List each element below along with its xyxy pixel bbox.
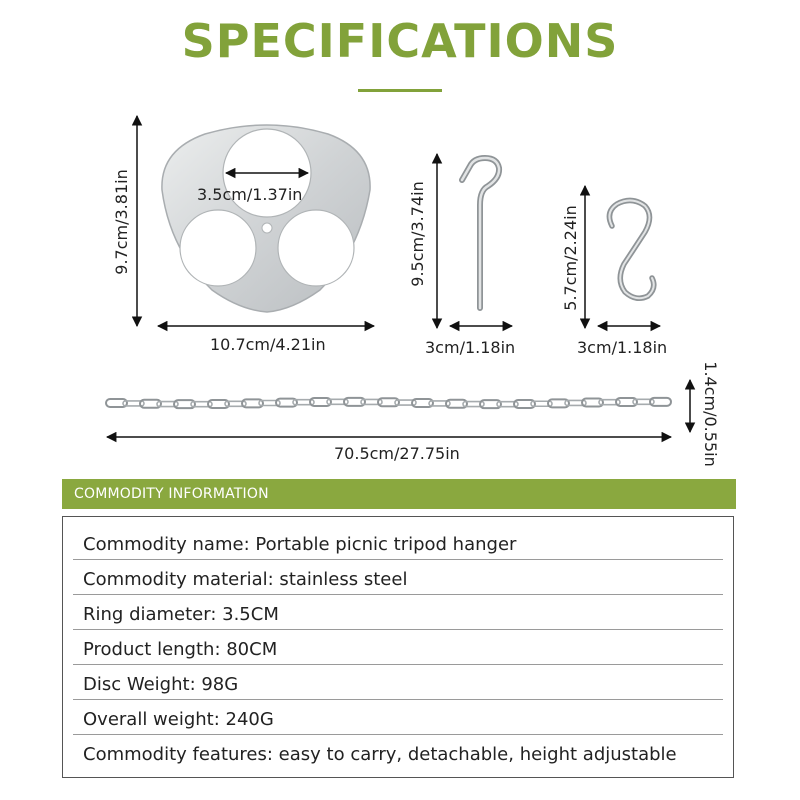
s-hook-width-label: 3cm/1.18in [577,338,668,357]
info-row [73,525,723,560]
info-row-text: Commodity name: Portable picnic tripod hanger [83,534,517,555]
page-title: SPECIFICATIONS [181,14,619,68]
chain-length-label: 70.5cm/27.75in [334,444,460,463]
info-row-text: Ring diameter: 3.5CM [83,604,279,625]
info-row [73,630,723,665]
info-row [73,560,723,595]
info-row-text: Commodity material: stainless steel [83,569,408,590]
info-row-text: Commodity features: easy to carry, detachable, height adjustable [83,744,677,765]
tripod-disc [162,125,370,312]
info-row [73,735,723,770]
info-row-text: Product length: 80CM [83,639,278,660]
hook-height-label: 9.5cm/3.74in [408,181,427,287]
commodity-info-table [62,516,734,778]
ring-diameter-label: 3.5cm/1.37in [197,185,303,204]
s-hook [609,200,653,298]
hook-width-label: 3cm/1.18in [425,338,516,357]
commodity-info-header [62,479,736,509]
info-row [73,700,723,735]
disc-width-label: 10.7cm/4.21in [210,335,326,354]
chain-width-label: 1.4cm/0.55in [701,361,720,467]
info-row-text: Disc Weight: 98G [83,674,239,695]
s-hook-height-label: 5.7cm/2.24in [561,205,580,311]
info-row [73,595,723,630]
straight-hook [462,158,499,308]
info-row-text: Overall weight: 240G [83,709,274,730]
chain [106,398,671,408]
info-row [73,665,723,700]
commodity-info-title: COMMODITY INFORMATION [74,486,269,502]
disc-height-label: 9.7cm/3.81in [112,169,131,275]
